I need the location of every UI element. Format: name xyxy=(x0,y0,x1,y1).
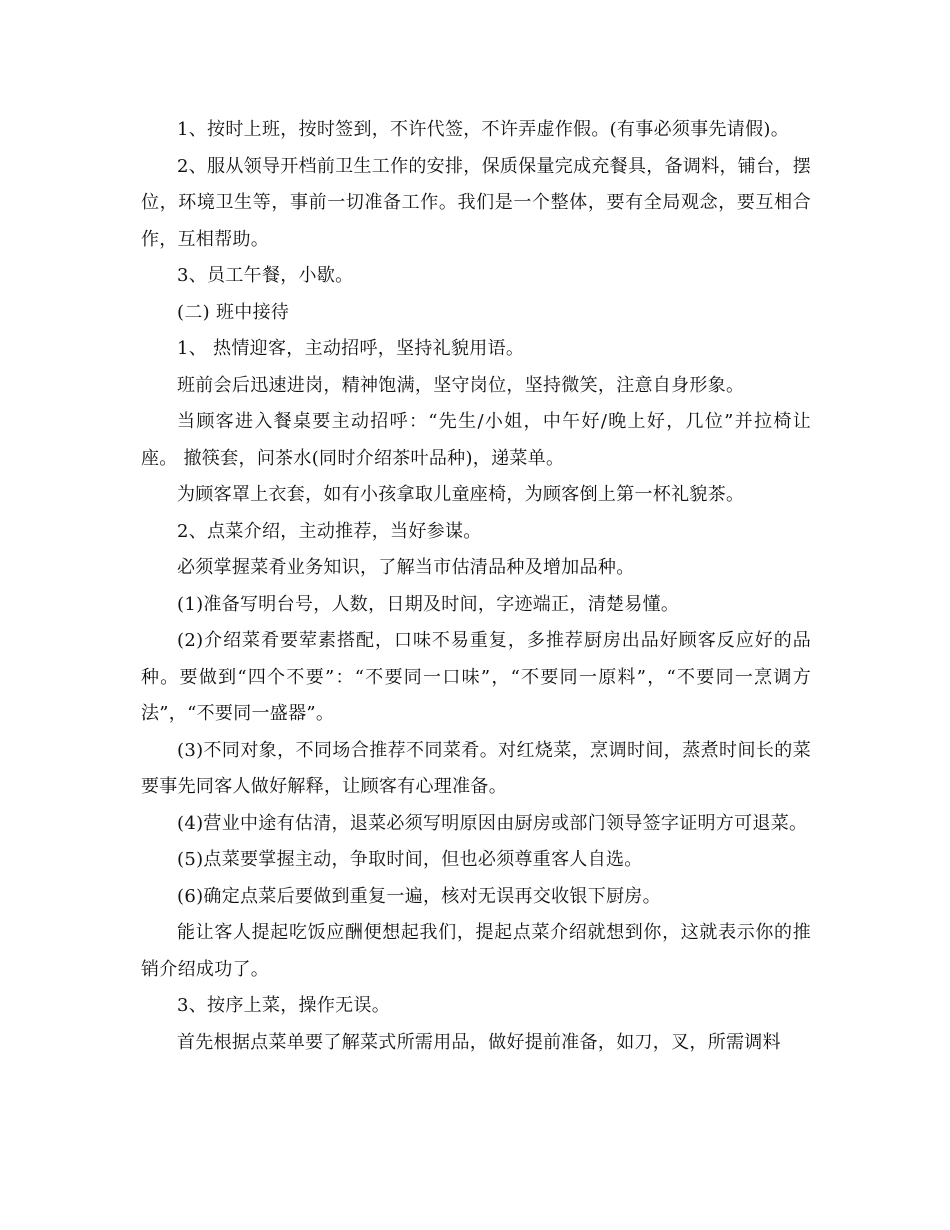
paragraph-15: (5)点菜要掌握主动，争取时间，但也必须尊重客人自选。 xyxy=(177,849,643,870)
paragraph-7: 当顾客进入餐桌要主动招呼：“先生/小姐，中午好/晚上好，几位”并拉椅让座。 撤筷套，问茶水(同时介绍茶叶品种)，递菜单。 xyxy=(141,411,811,469)
section-heading: (二) 班中接待 xyxy=(177,301,290,323)
paragraph-10: 必须掌握菜肴业务知识，了解当市估清品种及增加品种。 xyxy=(177,557,635,578)
paragraph-3: 3、员工午餐，小歇。 xyxy=(177,265,354,286)
paragraph-14: (4)营业中途有估清，退菜必须写明原因由厨房或部门领导签字证明方可退菜。 xyxy=(177,812,808,834)
paragraph-13: (3)不同对象，不同场合推荐不同菜肴。对红烧菜，烹调时间，蒸煮时间长的菜要事先同客人做好解释，让顾客有心理准备。 xyxy=(141,739,811,797)
paragraph-19: 首先根据点菜单要了解菜式所需用品，做好提前准备，如刀，叉，所需调料 xyxy=(177,1031,781,1053)
document-body xyxy=(141,112,811,1061)
paragraph-2: 2、服从领导开档前卫生工作的安排，保质保量完成充餐具，备调料，铺台，摆位，环境卫生等，事前一切准备工作。我们是一个整体，要有全局观念，要互相合作，互相帮助。 xyxy=(141,155,811,250)
paragraph-8: 为顾客罩上衣套，如有小孩拿取儿童座椅，为顾客倒上第一杯礼貌茶。 xyxy=(177,484,745,505)
paragraph-11: (1)准备写明台号，人数，日期及时间，字迹端正，清楚易懂。 xyxy=(177,593,680,615)
paragraph-17: 能让客人提起吃饭应酬便想起我们，提起点菜介绍就想到你，这就表示你的推销介绍成功了。 xyxy=(141,922,811,980)
paragraph-16: (6)确定点菜后要做到重复一遍，核对无误再交收银下厨房。 xyxy=(177,885,661,907)
paragraph-1: 1、按时上班，按时签到，不许代签，不许弄虚作假。(有事必须事先请假)。 xyxy=(177,119,789,140)
paragraph-9: 2、点菜介绍，主动推荐，当好参谋。 xyxy=(177,520,482,542)
paragraph-6: 班前会后迅速进岗，精神饱满，坚守岗位，坚持微笑，注意自身形象。 xyxy=(177,374,745,396)
paragraph-18: 3、按序上菜，操作无误。 xyxy=(177,995,391,1016)
paragraph-5: 1、 热情迎客，主动招呼，坚持礼貌用语。 xyxy=(177,338,525,359)
paragraph-12: (2)介绍菜肴要荤素搭配，口味不易重复，多推荐厨房出品好顾客反应好的品种。要做到“四个不要”：“不要同一口味”，“不要同一原料”，“不要同一烹调方法”，“不要同一盛器”。 xyxy=(141,630,811,724)
